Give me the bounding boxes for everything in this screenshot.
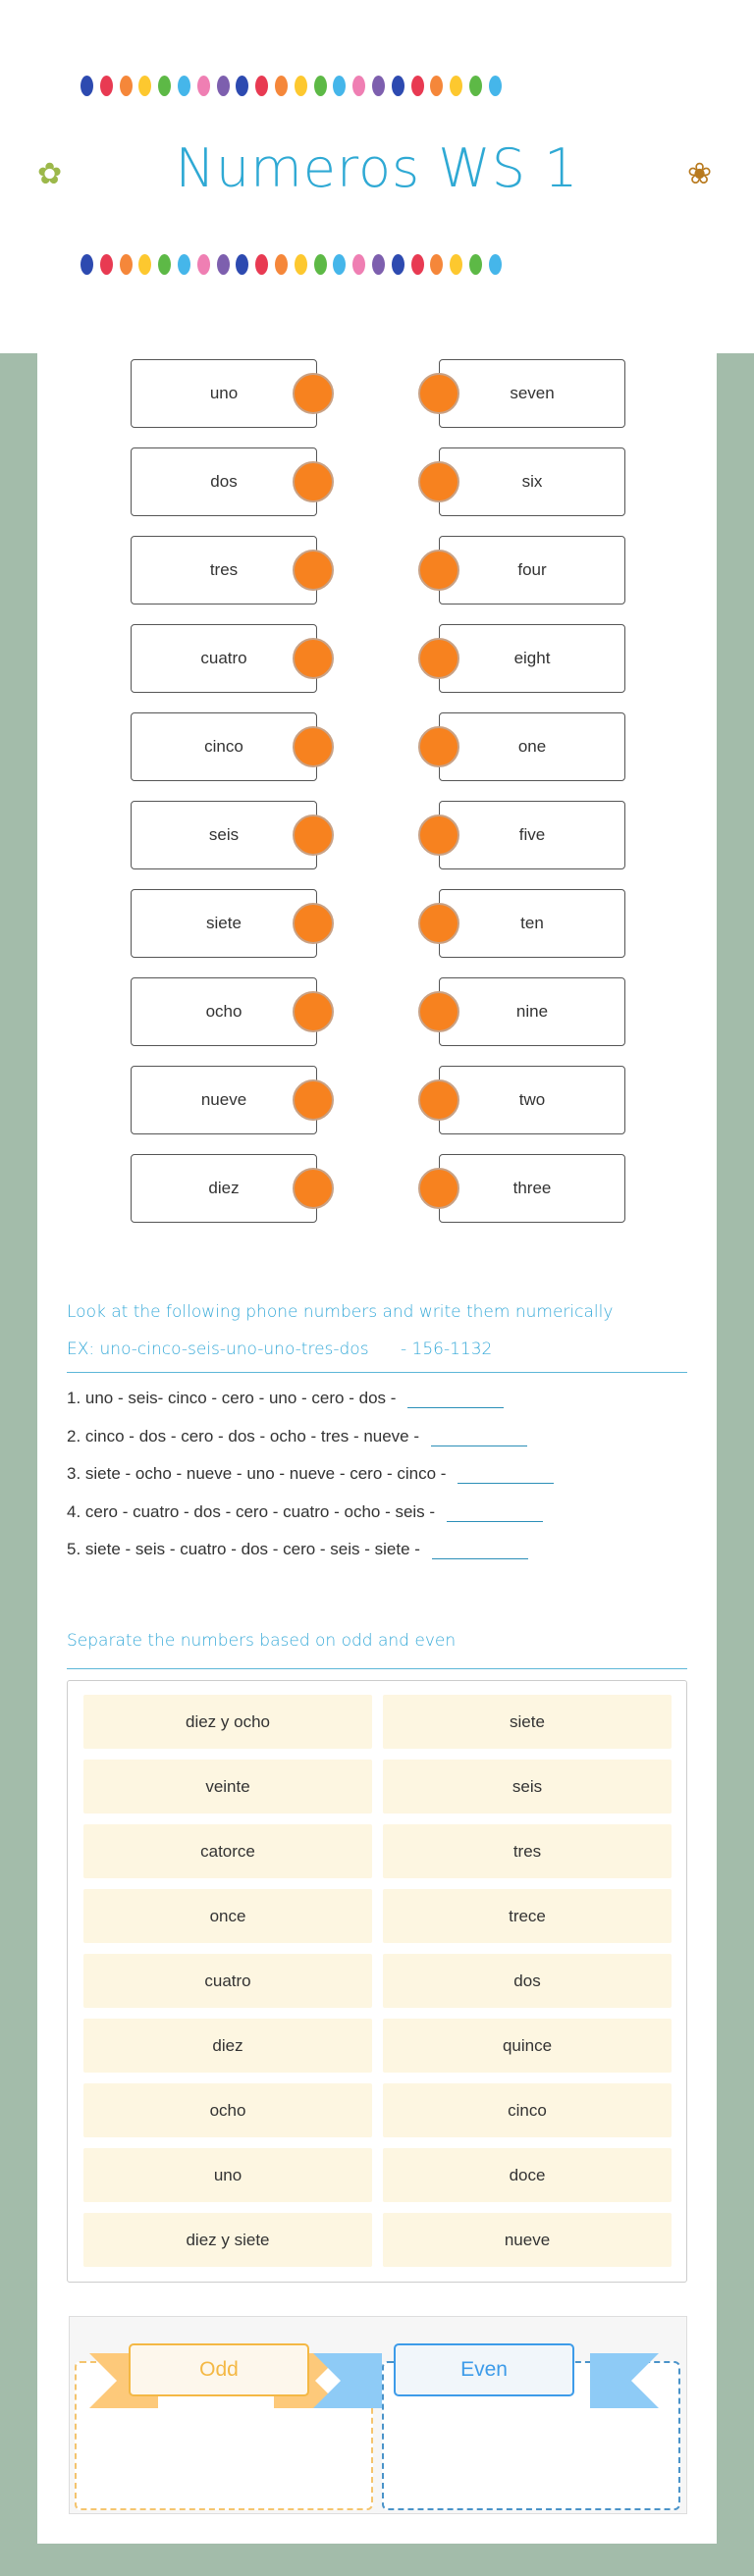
divider bbox=[67, 1668, 687, 1669]
sort-item[interactable]: cuatro bbox=[83, 1954, 372, 2008]
sort-item[interactable]: quince bbox=[383, 2019, 672, 2073]
connector-dot[interactable] bbox=[418, 373, 459, 414]
connector-dot[interactable] bbox=[418, 461, 459, 502]
question-text: 3. siete - ocho - nueve - uno - nueve - cero - cinco - bbox=[67, 1464, 447, 1483]
dot-decoration bbox=[450, 76, 462, 96]
sort-item[interactable]: dos bbox=[383, 1954, 672, 2008]
dot-decoration bbox=[372, 254, 385, 275]
phone-question bbox=[67, 1537, 528, 1559]
dot-decoration bbox=[314, 254, 327, 275]
sort-item[interactable]: tres bbox=[383, 1824, 672, 1878]
sort-item[interactable]: once bbox=[83, 1889, 372, 1943]
dot-decoration bbox=[392, 254, 404, 275]
phone-question bbox=[67, 1461, 554, 1484]
match-right-item[interactable]: four bbox=[439, 536, 625, 605]
match-left-item[interactable]: cuatro bbox=[131, 624, 317, 693]
sort-item[interactable]: nueve bbox=[383, 2213, 672, 2267]
answer-input[interactable] bbox=[407, 1386, 504, 1408]
sort-item[interactable]: diez y siete bbox=[83, 2213, 372, 2267]
sort-item[interactable]: trece bbox=[383, 1889, 672, 1943]
connector-dot[interactable] bbox=[418, 903, 459, 944]
dot-decoration bbox=[295, 254, 307, 275]
dot-decoration bbox=[138, 254, 151, 275]
phone-question bbox=[67, 1386, 504, 1408]
phone-example: EX: uno-cinco-seis-uno-uno-tres-dos - 156-1132 bbox=[67, 1340, 493, 1359]
match-left-item[interactable]: nueve bbox=[131, 1066, 317, 1134]
dot-decoration bbox=[430, 254, 443, 275]
dot-decoration bbox=[411, 76, 424, 96]
match-left-item[interactable]: seis bbox=[131, 801, 317, 869]
match-right-item[interactable]: ten bbox=[439, 889, 625, 958]
connector-dot[interactable] bbox=[293, 550, 334, 591]
sort-item[interactable]: siete bbox=[383, 1695, 672, 1749]
connector-dot[interactable] bbox=[293, 726, 334, 767]
dot-decoration bbox=[255, 76, 268, 96]
phone-instruction: Look at the following phone numbers and write them numerically bbox=[67, 1302, 614, 1322]
connector-dot[interactable] bbox=[293, 638, 334, 679]
dot-decoration bbox=[275, 254, 288, 275]
dot-decoration bbox=[392, 76, 404, 96]
dot-decoration bbox=[411, 254, 424, 275]
question-text: 2. cinco - dos - cero - dos - ocho - tres - nueve - bbox=[67, 1426, 420, 1446]
question-text: 4. cero - cuatro - dos - cero - cuatro - ocho - seis - bbox=[67, 1501, 436, 1521]
dot-decoration bbox=[255, 254, 268, 275]
sort-instruction: Separate the numbers based on odd and even bbox=[67, 1631, 457, 1651]
dot-border-bottom bbox=[81, 254, 502, 275]
butterfly-icon: ✿ bbox=[37, 158, 63, 190]
match-right-item[interactable]: one bbox=[439, 712, 625, 781]
dot-decoration bbox=[197, 76, 210, 96]
sort-item[interactable]: doce bbox=[383, 2148, 672, 2202]
dot-decoration bbox=[469, 76, 482, 96]
dot-decoration bbox=[275, 76, 288, 96]
dot-decoration bbox=[158, 254, 171, 275]
connector-dot[interactable] bbox=[418, 815, 459, 856]
match-left-item[interactable]: dos bbox=[131, 447, 317, 516]
odd-label: Odd bbox=[129, 2343, 309, 2396]
match-right-item[interactable]: three bbox=[439, 1154, 625, 1223]
page-title: Numeros WS 1 bbox=[175, 137, 579, 199]
dot-decoration bbox=[469, 254, 482, 275]
phone-question bbox=[67, 1424, 527, 1446]
dot-decoration bbox=[295, 76, 307, 96]
dot-decoration bbox=[178, 254, 190, 275]
even-label: Even bbox=[394, 2343, 574, 2396]
sort-item[interactable]: seis bbox=[383, 1760, 672, 1814]
sort-item[interactable]: ocho bbox=[83, 2083, 372, 2137]
sort-item[interactable]: diez bbox=[83, 2019, 372, 2073]
match-left-item[interactable]: siete bbox=[131, 889, 317, 958]
match-left-item[interactable]: tres bbox=[131, 536, 317, 605]
connector-dot[interactable] bbox=[418, 726, 459, 767]
match-right-item[interactable]: two bbox=[439, 1066, 625, 1134]
dot-decoration bbox=[489, 76, 502, 96]
dot-decoration bbox=[372, 76, 385, 96]
match-right-item[interactable]: eight bbox=[439, 624, 625, 693]
divider bbox=[67, 1372, 687, 1373]
connector-dot[interactable] bbox=[418, 638, 459, 679]
dot-decoration bbox=[178, 76, 190, 96]
dot-decoration bbox=[352, 254, 365, 275]
dot-decoration bbox=[197, 254, 210, 275]
sort-item[interactable]: uno bbox=[83, 2148, 372, 2202]
match-left-item[interactable]: diez bbox=[131, 1154, 317, 1223]
match-right-item[interactable]: six bbox=[439, 447, 625, 516]
dot-decoration bbox=[333, 76, 346, 96]
connector-dot[interactable] bbox=[293, 461, 334, 502]
dot-decoration bbox=[217, 254, 230, 275]
dot-decoration bbox=[217, 76, 230, 96]
match-right-item[interactable]: nine bbox=[439, 977, 625, 1046]
match-right-item[interactable]: seven bbox=[439, 359, 625, 428]
sort-item[interactable]: diez y ocho bbox=[83, 1695, 372, 1749]
sort-item[interactable]: cinco bbox=[383, 2083, 672, 2137]
dot-decoration bbox=[352, 76, 365, 96]
connector-dot[interactable] bbox=[418, 1079, 459, 1121]
sort-item[interactable]: catorce bbox=[83, 1824, 372, 1878]
dot-decoration bbox=[450, 254, 462, 275]
answer-input[interactable] bbox=[432, 1537, 528, 1559]
answer-input[interactable] bbox=[431, 1424, 527, 1446]
connector-dot[interactable] bbox=[293, 903, 334, 944]
connector-dot[interactable] bbox=[293, 1168, 334, 1209]
dot-decoration bbox=[236, 76, 248, 96]
question-text: 1. uno - seis- cinco - cero - uno - cero - dos - bbox=[67, 1389, 397, 1407]
dot-decoration bbox=[120, 254, 133, 275]
match-left-item[interactable]: cinco bbox=[131, 712, 317, 781]
connector-dot[interactable] bbox=[418, 550, 459, 591]
connector-dot[interactable] bbox=[293, 991, 334, 1032]
answer-input[interactable] bbox=[447, 1499, 543, 1522]
dot-decoration bbox=[81, 254, 93, 275]
dot-decoration bbox=[489, 254, 502, 275]
question-text: 5. siete - seis - cuatro - dos - cero - seis - siete - bbox=[67, 1540, 420, 1558]
dot-decoration bbox=[333, 254, 346, 275]
connector-dot[interactable] bbox=[293, 373, 334, 414]
dot-decoration bbox=[236, 254, 248, 275]
sort-bins bbox=[69, 2316, 687, 2514]
dot-decoration bbox=[100, 76, 113, 96]
dot-decoration bbox=[100, 254, 113, 275]
match-left-item[interactable]: ocho bbox=[131, 977, 317, 1046]
worksheet-header bbox=[0, 0, 754, 353]
match-left-item[interactable]: uno bbox=[131, 359, 317, 428]
sort-item[interactable]: veinte bbox=[83, 1760, 372, 1814]
flower-icon: ❀ bbox=[687, 158, 713, 190]
match-right-item[interactable]: five bbox=[439, 801, 625, 869]
connector-dot[interactable] bbox=[293, 1079, 334, 1121]
answer-input[interactable] bbox=[458, 1461, 554, 1484]
dot-border-top bbox=[81, 76, 502, 96]
dot-decoration bbox=[158, 76, 171, 96]
dot-decoration bbox=[120, 76, 133, 96]
phone-question bbox=[67, 1499, 543, 1522]
connector-dot[interactable] bbox=[293, 815, 334, 856]
dot-decoration bbox=[81, 76, 93, 96]
connector-dot[interactable] bbox=[418, 1168, 459, 1209]
dot-decoration bbox=[314, 76, 327, 96]
connector-dot[interactable] bbox=[418, 991, 459, 1032]
dot-decoration bbox=[138, 76, 151, 96]
dot-decoration bbox=[430, 76, 443, 96]
